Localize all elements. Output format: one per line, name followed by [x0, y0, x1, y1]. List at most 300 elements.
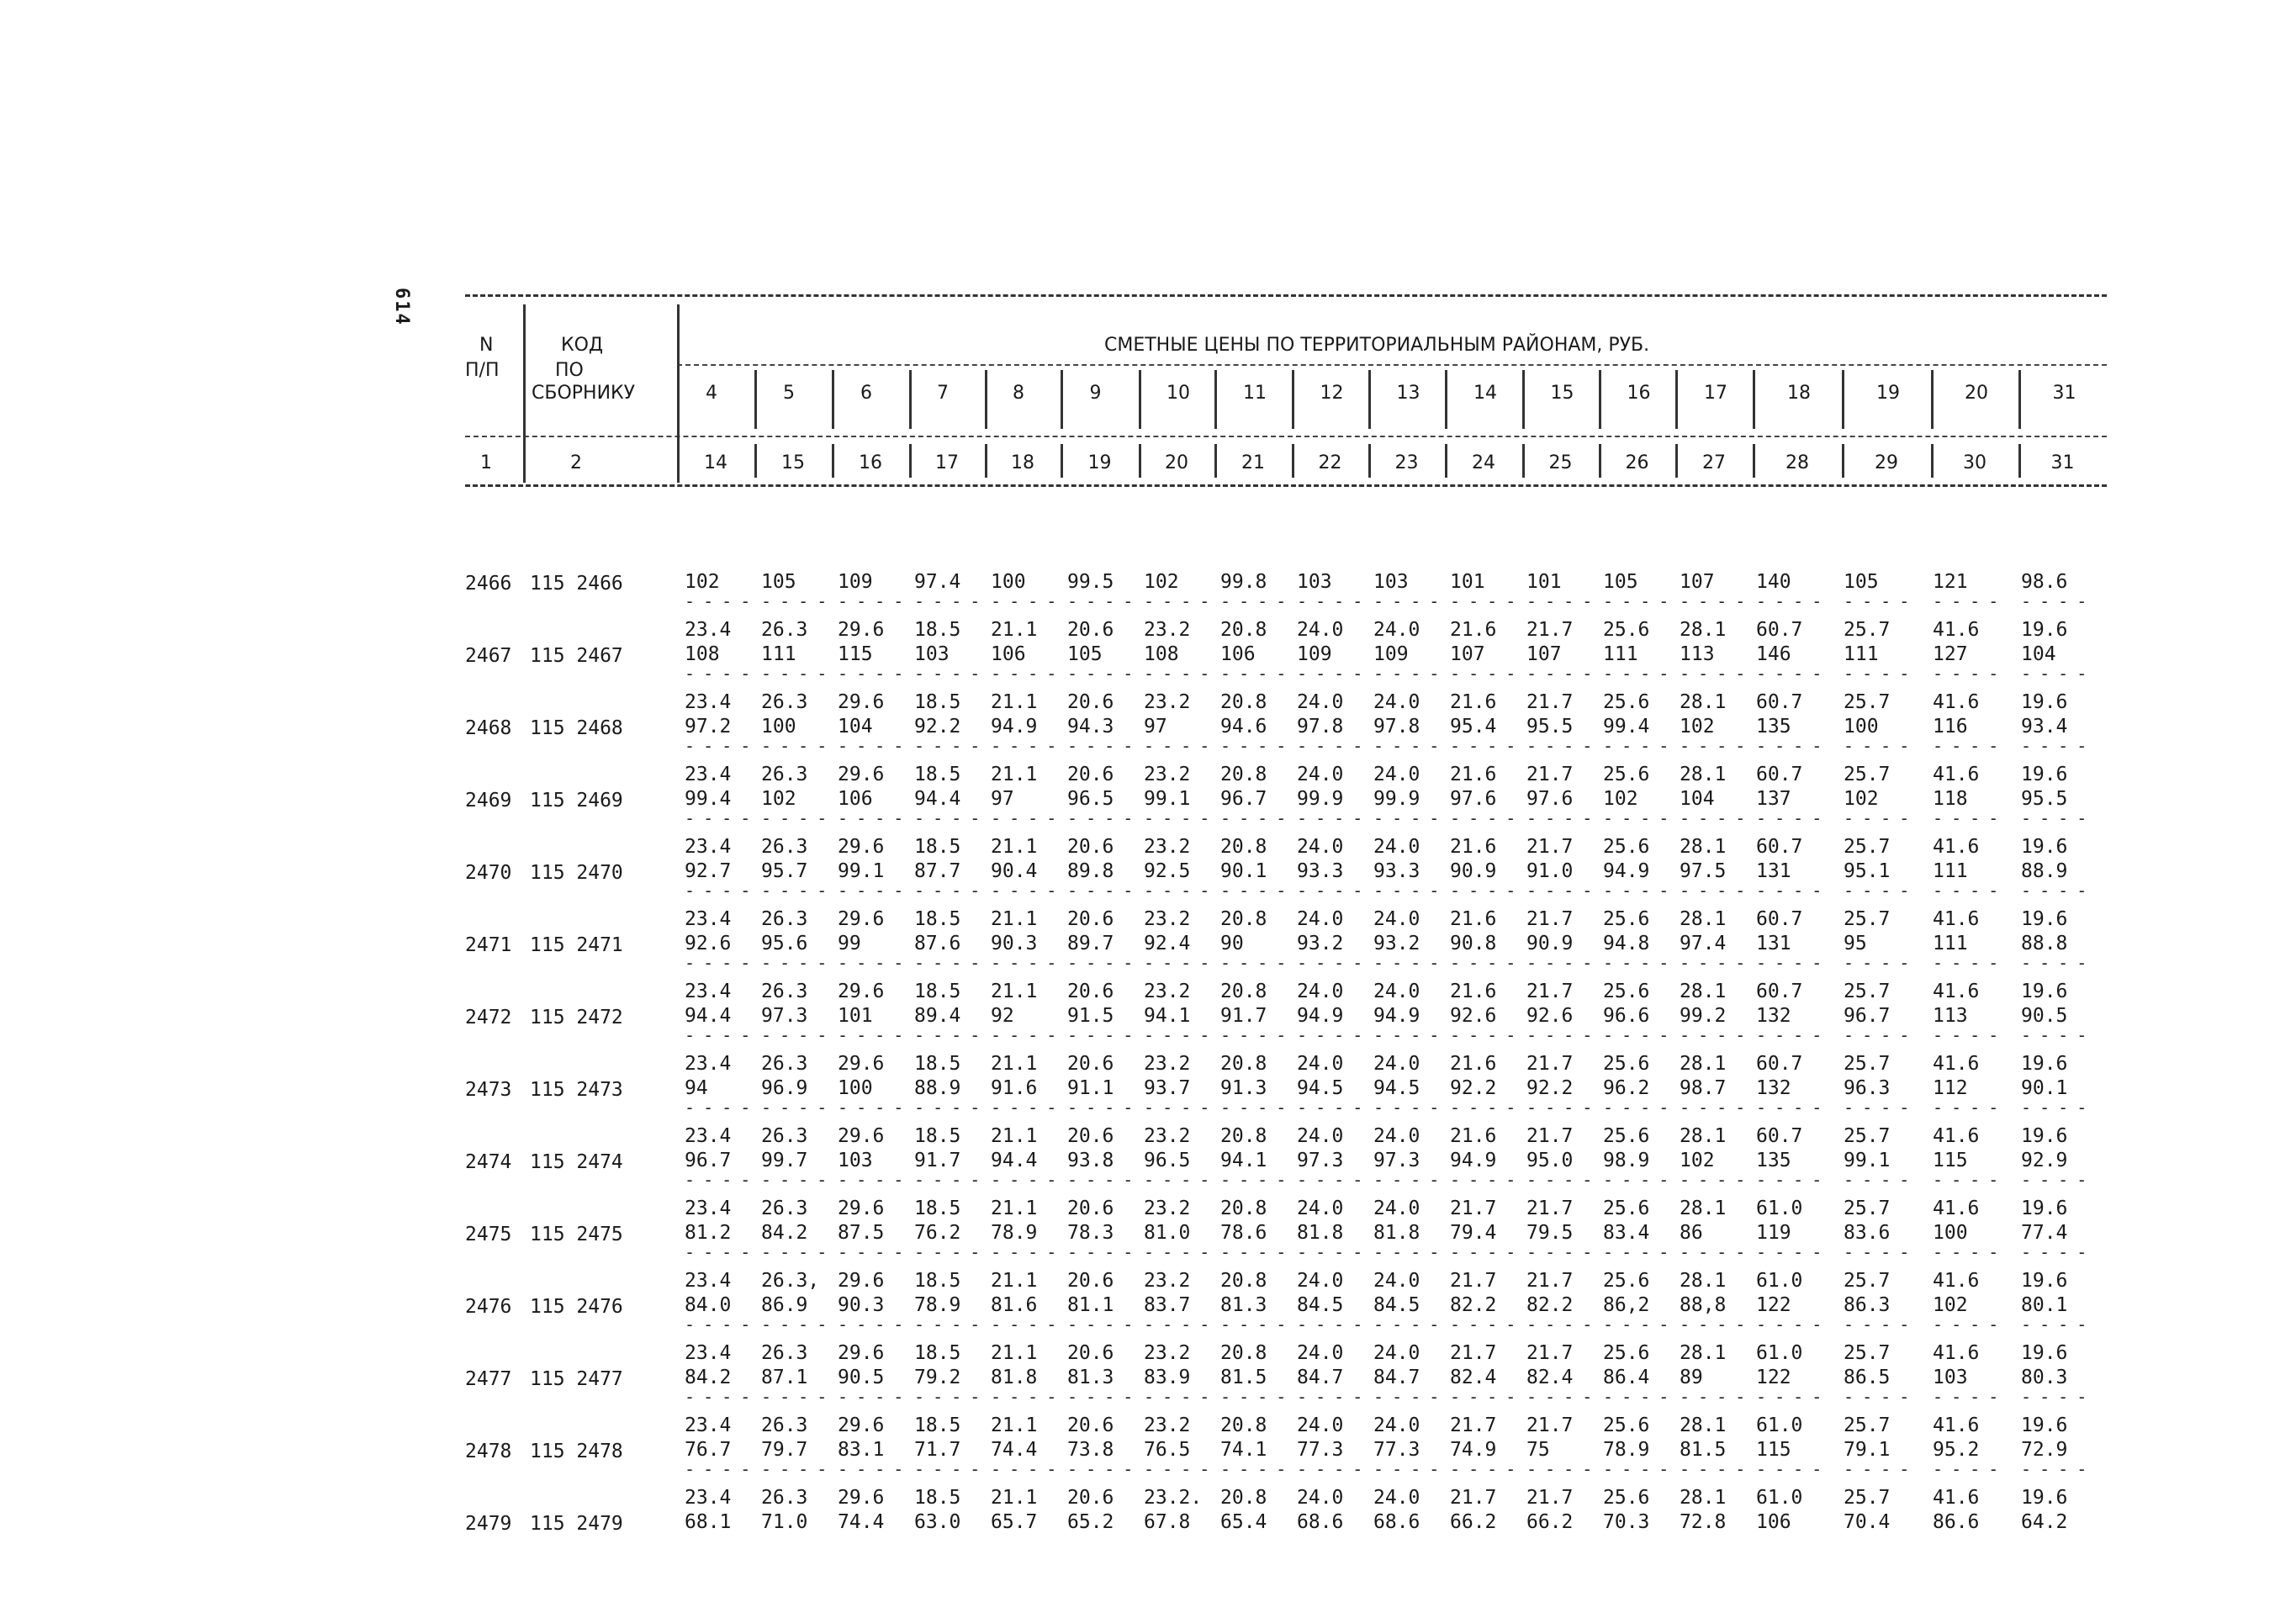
- labor-value: 25.6: [1603, 1487, 1650, 1509]
- fraction-line: - - - -: [685, 880, 750, 901]
- labor-value: 29.6: [838, 981, 885, 1002]
- price-value: 78.3: [1067, 1222, 1114, 1244]
- header-column-number: 16: [859, 452, 882, 473]
- labor-value: 60.7: [1756, 1125, 1803, 1147]
- price-value: 68.1: [685, 1511, 732, 1533]
- price-value: 93.2: [1373, 933, 1420, 954]
- header-column-number: 29: [1875, 452, 1898, 473]
- labor-value: 28.1: [1680, 908, 1727, 930]
- price-value: 102: [1933, 1294, 1968, 1316]
- header-divider: [1522, 370, 1525, 429]
- labor-value: 29.6: [838, 1053, 885, 1075]
- row-code: 115 2479: [530, 1513, 623, 1535]
- price-value: 90: [1220, 933, 1244, 954]
- fraction-line: - - - -: [1526, 664, 1592, 684]
- fraction-line: - - - -: [685, 1387, 750, 1407]
- row-number: 2473: [465, 1079, 512, 1101]
- header-column-number: 25: [1548, 452, 1573, 473]
- price-value: 105: [1844, 571, 1879, 593]
- labor-value: 21.1: [991, 619, 1038, 641]
- header-divider: [1842, 444, 1844, 478]
- labor-value: 26.3: [761, 1053, 808, 1075]
- header-divider: [909, 370, 912, 429]
- header-n: N: [479, 335, 494, 356]
- fraction-line: - - - -: [838, 664, 903, 684]
- labor-value: 41.6: [1933, 1342, 1980, 1364]
- labor-value: 23.2: [1144, 836, 1191, 858]
- labor-value: 25.6: [1603, 764, 1650, 785]
- labor-value: 60.7: [1756, 908, 1803, 930]
- fraction-line: - - - -: [685, 1242, 750, 1262]
- fraction-line: - - - -: [1844, 1242, 1909, 1262]
- price-value: 102: [1603, 788, 1638, 810]
- labor-value: 24.0: [1297, 908, 1344, 930]
- labor-value: 26.3: [761, 764, 808, 785]
- labor-value: 23.4: [685, 1198, 732, 1219]
- labor-value: 21.7: [1450, 1414, 1497, 1436]
- price-value: 96.7: [1844, 1005, 1891, 1027]
- price-value: 131: [1756, 860, 1791, 882]
- fraction-line: - - - -: [2021, 808, 2087, 828]
- fraction-line: - - - -: [1526, 1097, 1592, 1118]
- price-value: 94.6: [1220, 716, 1267, 738]
- fraction-line: - - - -: [1220, 1097, 1286, 1118]
- labor-value: 21.6: [1450, 1053, 1497, 1075]
- header-po: ПО: [555, 360, 584, 381]
- labor-value: 26.3: [761, 981, 808, 1002]
- fraction-line: - - - -: [1220, 591, 1286, 611]
- price-value: 90.4: [991, 860, 1038, 882]
- header-divider: [1292, 444, 1294, 478]
- fraction-line: - - - -: [1144, 664, 1209, 684]
- price-value: 82.2: [1526, 1294, 1574, 1316]
- price-value: 100: [991, 571, 1026, 593]
- price-value: 115: [838, 643, 873, 665]
- labor-value: 23.4: [685, 981, 732, 1002]
- fraction-line: - - - -: [1756, 1025, 1822, 1045]
- labor-value: 24.0: [1373, 1414, 1420, 1436]
- fraction-line: - - - -: [761, 1097, 827, 1118]
- price-value: 140: [1756, 571, 1791, 593]
- price-value: 76.5: [1144, 1439, 1191, 1461]
- fraction-line: - - - -: [1933, 1459, 1998, 1479]
- price-value: 81.8: [1297, 1222, 1344, 1244]
- labor-value: 29.6: [838, 1414, 885, 1436]
- row-code: 115 2472: [530, 1007, 623, 1028]
- labor-value: 25.7: [1844, 981, 1891, 1002]
- labor-value: 21.6: [1450, 981, 1497, 1002]
- fraction-line: - - - -: [1756, 808, 1822, 828]
- fraction-line: - - - -: [991, 1242, 1056, 1262]
- fraction-line: - - - -: [838, 1459, 903, 1479]
- labor-value: 23.4: [685, 1342, 732, 1364]
- labor-value: 20.8: [1220, 1270, 1267, 1292]
- labor-value: 20.8: [1220, 1342, 1267, 1364]
- labor-value: 19.6: [2021, 1342, 2068, 1364]
- labor-value: 21.1: [991, 836, 1038, 858]
- labor-value: 21.1: [991, 1125, 1038, 1147]
- labor-value: 23.4: [685, 1053, 732, 1075]
- labor-value: 21.7: [1526, 1053, 1574, 1075]
- fraction-line: - - - -: [1526, 880, 1592, 901]
- price-value: 97.6: [1450, 788, 1497, 810]
- header-district-number: 18: [1787, 383, 1811, 404]
- price-value: 74.9: [1450, 1439, 1497, 1461]
- labor-value: 21.7: [1526, 691, 1574, 713]
- header-district-number: 10: [1167, 383, 1190, 404]
- price-value: 81.2: [685, 1222, 732, 1244]
- fraction-line: - - - -: [1526, 953, 1592, 973]
- price-value: 111: [1933, 933, 1968, 954]
- price-value: 96.6: [1603, 1005, 1650, 1027]
- fraction-line: - - - -: [1297, 1459, 1362, 1479]
- price-value: 95.5: [2021, 788, 2068, 810]
- fraction-line: - - - -: [2021, 1242, 2087, 1262]
- price-value: 92.7: [685, 860, 732, 882]
- labor-value: 61.0: [1756, 1270, 1803, 1292]
- price-value: 73.8: [1067, 1439, 1114, 1461]
- fraction-line: - - - -: [1680, 1170, 1745, 1190]
- price-value: 94.4: [914, 788, 961, 810]
- labor-value: 19.6: [2021, 691, 2068, 713]
- fraction-line: - - - -: [914, 808, 980, 828]
- labor-value: 61.0: [1756, 1487, 1803, 1509]
- fraction-line: - - - -: [1450, 1170, 1516, 1190]
- fraction-line: - - - -: [2021, 1025, 2087, 1045]
- labor-value: 20.6: [1067, 1198, 1114, 1219]
- labor-value: 28.1: [1680, 691, 1727, 713]
- labor-value: 29.6: [838, 1270, 885, 1292]
- price-value: 81.3: [1067, 1367, 1114, 1388]
- price-value: 90.1: [1220, 860, 1267, 882]
- fraction-line: - - - -: [1373, 1242, 1439, 1262]
- price-value: 86.4: [1603, 1367, 1650, 1388]
- row-code: 115 2475: [530, 1224, 623, 1245]
- fraction-line: - - - -: [1844, 1097, 1909, 1118]
- price-value: 99.9: [1297, 788, 1344, 810]
- labor-value: 21.6: [1450, 764, 1497, 785]
- labor-value: 21.1: [991, 1342, 1038, 1364]
- labor-value: 23.2: [1144, 1270, 1191, 1292]
- fraction-line: - - - -: [1144, 1314, 1209, 1335]
- fraction-line: - - - -: [1297, 736, 1362, 756]
- labor-value: 24.0: [1373, 619, 1420, 641]
- labor-value: 29.6: [838, 619, 885, 641]
- header-district-number: 7: [937, 383, 949, 404]
- fraction-line: - - - -: [1680, 1314, 1745, 1335]
- price-value: 76.2: [914, 1222, 961, 1244]
- price-value: 113: [1933, 1005, 1968, 1027]
- labor-value: 25.7: [1844, 1125, 1891, 1147]
- fraction-line: - - - -: [1297, 808, 1362, 828]
- header-divider: [677, 304, 680, 483]
- header-column-number: 15: [781, 452, 805, 473]
- labor-value: 18.5: [914, 1198, 961, 1219]
- labor-value: 23.4: [685, 1125, 732, 1147]
- labor-value: 28.1: [1680, 836, 1727, 858]
- price-value: 95.1: [1844, 860, 1891, 882]
- price-value: 88.9: [2021, 860, 2068, 882]
- labor-value: 19.6: [2021, 1270, 2068, 1292]
- fraction-line: - - - -: [1450, 736, 1516, 756]
- price-value: 131: [1756, 933, 1791, 954]
- fraction-line: - - - -: [1603, 808, 1669, 828]
- header-divider: [1214, 444, 1217, 478]
- price-value: 103: [914, 643, 950, 665]
- header-district-number: 19: [1876, 383, 1900, 404]
- header-divider: [1931, 444, 1934, 478]
- price-value: 100: [1844, 716, 1879, 738]
- labor-value: 26.3,: [761, 1270, 820, 1292]
- header-column-number: 26: [1625, 452, 1649, 473]
- labor-value: 21.1: [991, 691, 1038, 713]
- price-value: 97.3: [1297, 1150, 1344, 1171]
- labor-value: 23.2: [1144, 1125, 1191, 1147]
- labor-value: 24.0: [1297, 764, 1344, 785]
- fraction-line: - - - -: [838, 1387, 903, 1407]
- price-value: 84.0: [685, 1294, 732, 1316]
- header-col-index: 2: [570, 452, 582, 473]
- fraction-line: - - - -: [1680, 664, 1745, 684]
- fraction-line: - - - -: [1603, 1314, 1669, 1335]
- header-divider: [1368, 370, 1371, 429]
- header-column-number: 18: [1011, 452, 1034, 473]
- price-value: 118: [1933, 788, 1968, 810]
- row-number: 2469: [465, 790, 512, 812]
- fraction-line: - - - -: [1067, 1314, 1133, 1335]
- labor-value: 20.6: [1067, 1414, 1114, 1436]
- fraction-line: - - - -: [1844, 664, 1909, 684]
- fraction-line: - - - -: [1067, 1025, 1133, 1045]
- labor-value: 18.5: [914, 1342, 961, 1364]
- fraction-line: - - - -: [1603, 736, 1669, 756]
- labor-value: 25.7: [1844, 1414, 1891, 1436]
- price-value: 99.7: [761, 1150, 808, 1171]
- price-value: 146: [1756, 643, 1791, 665]
- fraction-line: - - - -: [1680, 953, 1745, 973]
- fraction-line: - - - -: [1067, 1097, 1133, 1118]
- price-value: 84.2: [685, 1367, 732, 1388]
- labor-value: 29.6: [838, 691, 885, 713]
- fraction-line: - - - -: [1756, 1459, 1822, 1479]
- fraction-line: - - - -: [1144, 1459, 1209, 1479]
- price-value: 103: [1373, 571, 1409, 593]
- rule-title: [677, 364, 2107, 366]
- row-number: 2477: [465, 1368, 512, 1390]
- labor-value: 24.0: [1373, 981, 1420, 1002]
- labor-value: 20.6: [1067, 1125, 1114, 1147]
- fraction-line: - - - -: [1603, 880, 1669, 901]
- price-value: 90.9: [1450, 860, 1497, 882]
- price-value: 96.7: [685, 1150, 732, 1171]
- price-value: 92.4: [1144, 933, 1191, 954]
- price-value: 72.8: [1680, 1511, 1727, 1533]
- labor-value: 29.6: [838, 1125, 885, 1147]
- header-district-number: 4: [706, 383, 717, 404]
- fraction-line: - - - -: [1933, 880, 1998, 901]
- fraction-line: - - - -: [1933, 664, 1998, 684]
- fraction-line: - - - -: [991, 1170, 1056, 1190]
- labor-value: 21.7: [1526, 1414, 1574, 1436]
- fraction-line: - - - -: [1297, 1242, 1362, 1262]
- fraction-line: - - - -: [1067, 1459, 1133, 1479]
- labor-value: 20.8: [1220, 619, 1267, 641]
- header-district-number: 20: [1965, 383, 1988, 404]
- price-value: 92: [991, 1005, 1014, 1027]
- price-value: 88.8: [2021, 933, 2068, 954]
- price-value: 122: [1756, 1367, 1791, 1388]
- header-divider: [1445, 370, 1447, 429]
- fraction-line: - - - -: [1756, 736, 1822, 756]
- labor-value: 29.6: [838, 908, 885, 930]
- labor-value: 26.3: [761, 1342, 808, 1364]
- labor-value: 19.6: [2021, 1053, 2068, 1075]
- labor-value: 18.5: [914, 836, 961, 858]
- price-value: 92.2: [1450, 1077, 1497, 1099]
- price-value: 99.1: [1144, 788, 1191, 810]
- labor-value: 41.6: [1933, 981, 1980, 1002]
- header-divider: [985, 444, 987, 478]
- labor-value: 19.6: [2021, 1487, 2068, 1509]
- price-value: 106: [991, 643, 1026, 665]
- labor-value: 23.2: [1144, 764, 1191, 785]
- header-district-number: 17: [1704, 383, 1727, 404]
- fraction-line: - - - -: [1220, 1242, 1286, 1262]
- labor-value: 29.6: [838, 1198, 885, 1219]
- labor-value: 25.7: [1844, 1487, 1891, 1509]
- fraction-line: - - - -: [1220, 736, 1286, 756]
- price-value: 99.9: [1373, 788, 1420, 810]
- labor-value: 18.5: [914, 1487, 961, 1509]
- fraction-line: - - - -: [1450, 1097, 1516, 1118]
- fraction-line: - - - -: [914, 1459, 980, 1479]
- price-value: 101: [838, 1005, 873, 1027]
- header-divider: [1753, 444, 1755, 478]
- fraction-line: - - - -: [1526, 591, 1592, 611]
- labor-value: 24.0: [1373, 764, 1420, 785]
- fraction-line: - - - -: [1067, 1387, 1133, 1407]
- price-value: 100: [838, 1077, 873, 1099]
- header-column-number: 17: [935, 452, 959, 473]
- labor-value: 24.0: [1297, 1487, 1344, 1509]
- fraction-line: - - - -: [1844, 808, 1909, 828]
- header-col-index: 1: [480, 452, 492, 473]
- labor-value: 24.0: [1373, 1125, 1420, 1147]
- header-column-number: 28: [1785, 452, 1809, 473]
- fraction-line: - - - -: [1450, 1387, 1516, 1407]
- fraction-line: - - - -: [1603, 1170, 1669, 1190]
- header-divider: [1214, 370, 1217, 429]
- labor-value: 23.4: [685, 764, 732, 785]
- fraction-line: - - - -: [1526, 1170, 1592, 1190]
- price-value: 80.3: [2021, 1367, 2068, 1388]
- header-divider: [1061, 370, 1063, 429]
- labor-value: 24.0: [1297, 619, 1344, 641]
- price-value: 70.4: [1844, 1511, 1891, 1533]
- price-value: 132: [1756, 1005, 1791, 1027]
- labor-value: 21.6: [1450, 691, 1497, 713]
- header-column-number: 23: [1394, 452, 1419, 473]
- fraction-line: - - - -: [685, 1097, 750, 1118]
- fraction-line: - - - -: [1680, 1459, 1745, 1479]
- labor-value: 20.8: [1220, 1414, 1267, 1436]
- price-value: 103: [838, 1150, 873, 1171]
- fraction-line: - - - -: [2021, 1170, 2087, 1190]
- fraction-line: - - - -: [1526, 1025, 1592, 1045]
- labor-value: 23.2.: [1144, 1487, 1203, 1509]
- price-value: 104: [838, 716, 873, 738]
- fraction-line: - - - -: [1067, 591, 1133, 611]
- price-value: 70.3: [1603, 1511, 1650, 1533]
- labor-value: 21.7: [1450, 1198, 1497, 1219]
- labor-value: 21.1: [991, 981, 1038, 1002]
- row-code: 115 2476: [530, 1296, 623, 1318]
- price-value: 95.7: [761, 860, 808, 882]
- fraction-line: - - - -: [991, 880, 1056, 901]
- labor-value: 23.2: [1144, 1342, 1191, 1364]
- fraction-line: - - - -: [2021, 880, 2087, 901]
- fraction-line: - - - -: [914, 953, 980, 973]
- labor-value: 29.6: [838, 1342, 885, 1364]
- price-value: 97: [991, 788, 1014, 810]
- labor-value: 23.2: [1144, 1414, 1191, 1436]
- price-value: 81.3: [1220, 1294, 1267, 1316]
- labor-value: 25.7: [1844, 1198, 1891, 1219]
- labor-value: 24.0: [1373, 1198, 1420, 1219]
- fraction-line: - - - -: [1933, 1314, 1998, 1335]
- price-value: 106: [1220, 643, 1256, 665]
- labor-value: 25.7: [1844, 1342, 1891, 1364]
- labor-value: 20.8: [1220, 1125, 1267, 1147]
- price-value: 105: [1603, 571, 1638, 593]
- labor-value: 23.4: [685, 908, 732, 930]
- row-number: 2472: [465, 1007, 512, 1028]
- price-value: 91.7: [1220, 1005, 1267, 1027]
- price-value: 115: [1756, 1439, 1791, 1461]
- price-value: 63.0: [914, 1511, 961, 1533]
- price-value: 96.3: [1844, 1077, 1891, 1099]
- header-divider: [1599, 444, 1601, 478]
- fraction-line: - - - -: [1297, 591, 1362, 611]
- fraction-line: - - - -: [1450, 1025, 1516, 1045]
- price-value: 103: [1297, 571, 1332, 593]
- row-number: 2474: [465, 1151, 512, 1173]
- header-divider: [1368, 444, 1371, 478]
- fraction-line: - - - -: [1844, 880, 1909, 901]
- labor-value: 21.1: [991, 908, 1038, 930]
- fraction-line: - - - -: [1067, 808, 1133, 828]
- labor-value: 23.4: [685, 691, 732, 713]
- price-value: 87.6: [914, 933, 961, 954]
- fraction-line: - - - -: [761, 736, 827, 756]
- labor-value: 41.6: [1933, 1198, 1980, 1219]
- header-district-number: 16: [1627, 383, 1651, 404]
- price-value: 91.3: [1220, 1077, 1267, 1099]
- price-value: 92.6: [1450, 1005, 1497, 1027]
- header-divider: [1753, 370, 1755, 429]
- price-value: 101: [1450, 571, 1485, 593]
- price-value: 81.1: [1067, 1294, 1114, 1316]
- labor-value: 26.3: [761, 1414, 808, 1436]
- price-value: 93.3: [1297, 860, 1344, 882]
- labor-value: 21.7: [1450, 1487, 1497, 1509]
- price-value: 94.9: [1373, 1005, 1420, 1027]
- fraction-line: - - - -: [1756, 953, 1822, 973]
- fraction-line: - - - -: [1373, 808, 1439, 828]
- labor-value: 19.6: [2021, 908, 2068, 930]
- labor-value: 28.1: [1680, 981, 1727, 1002]
- fraction-line: - - - -: [1450, 591, 1516, 611]
